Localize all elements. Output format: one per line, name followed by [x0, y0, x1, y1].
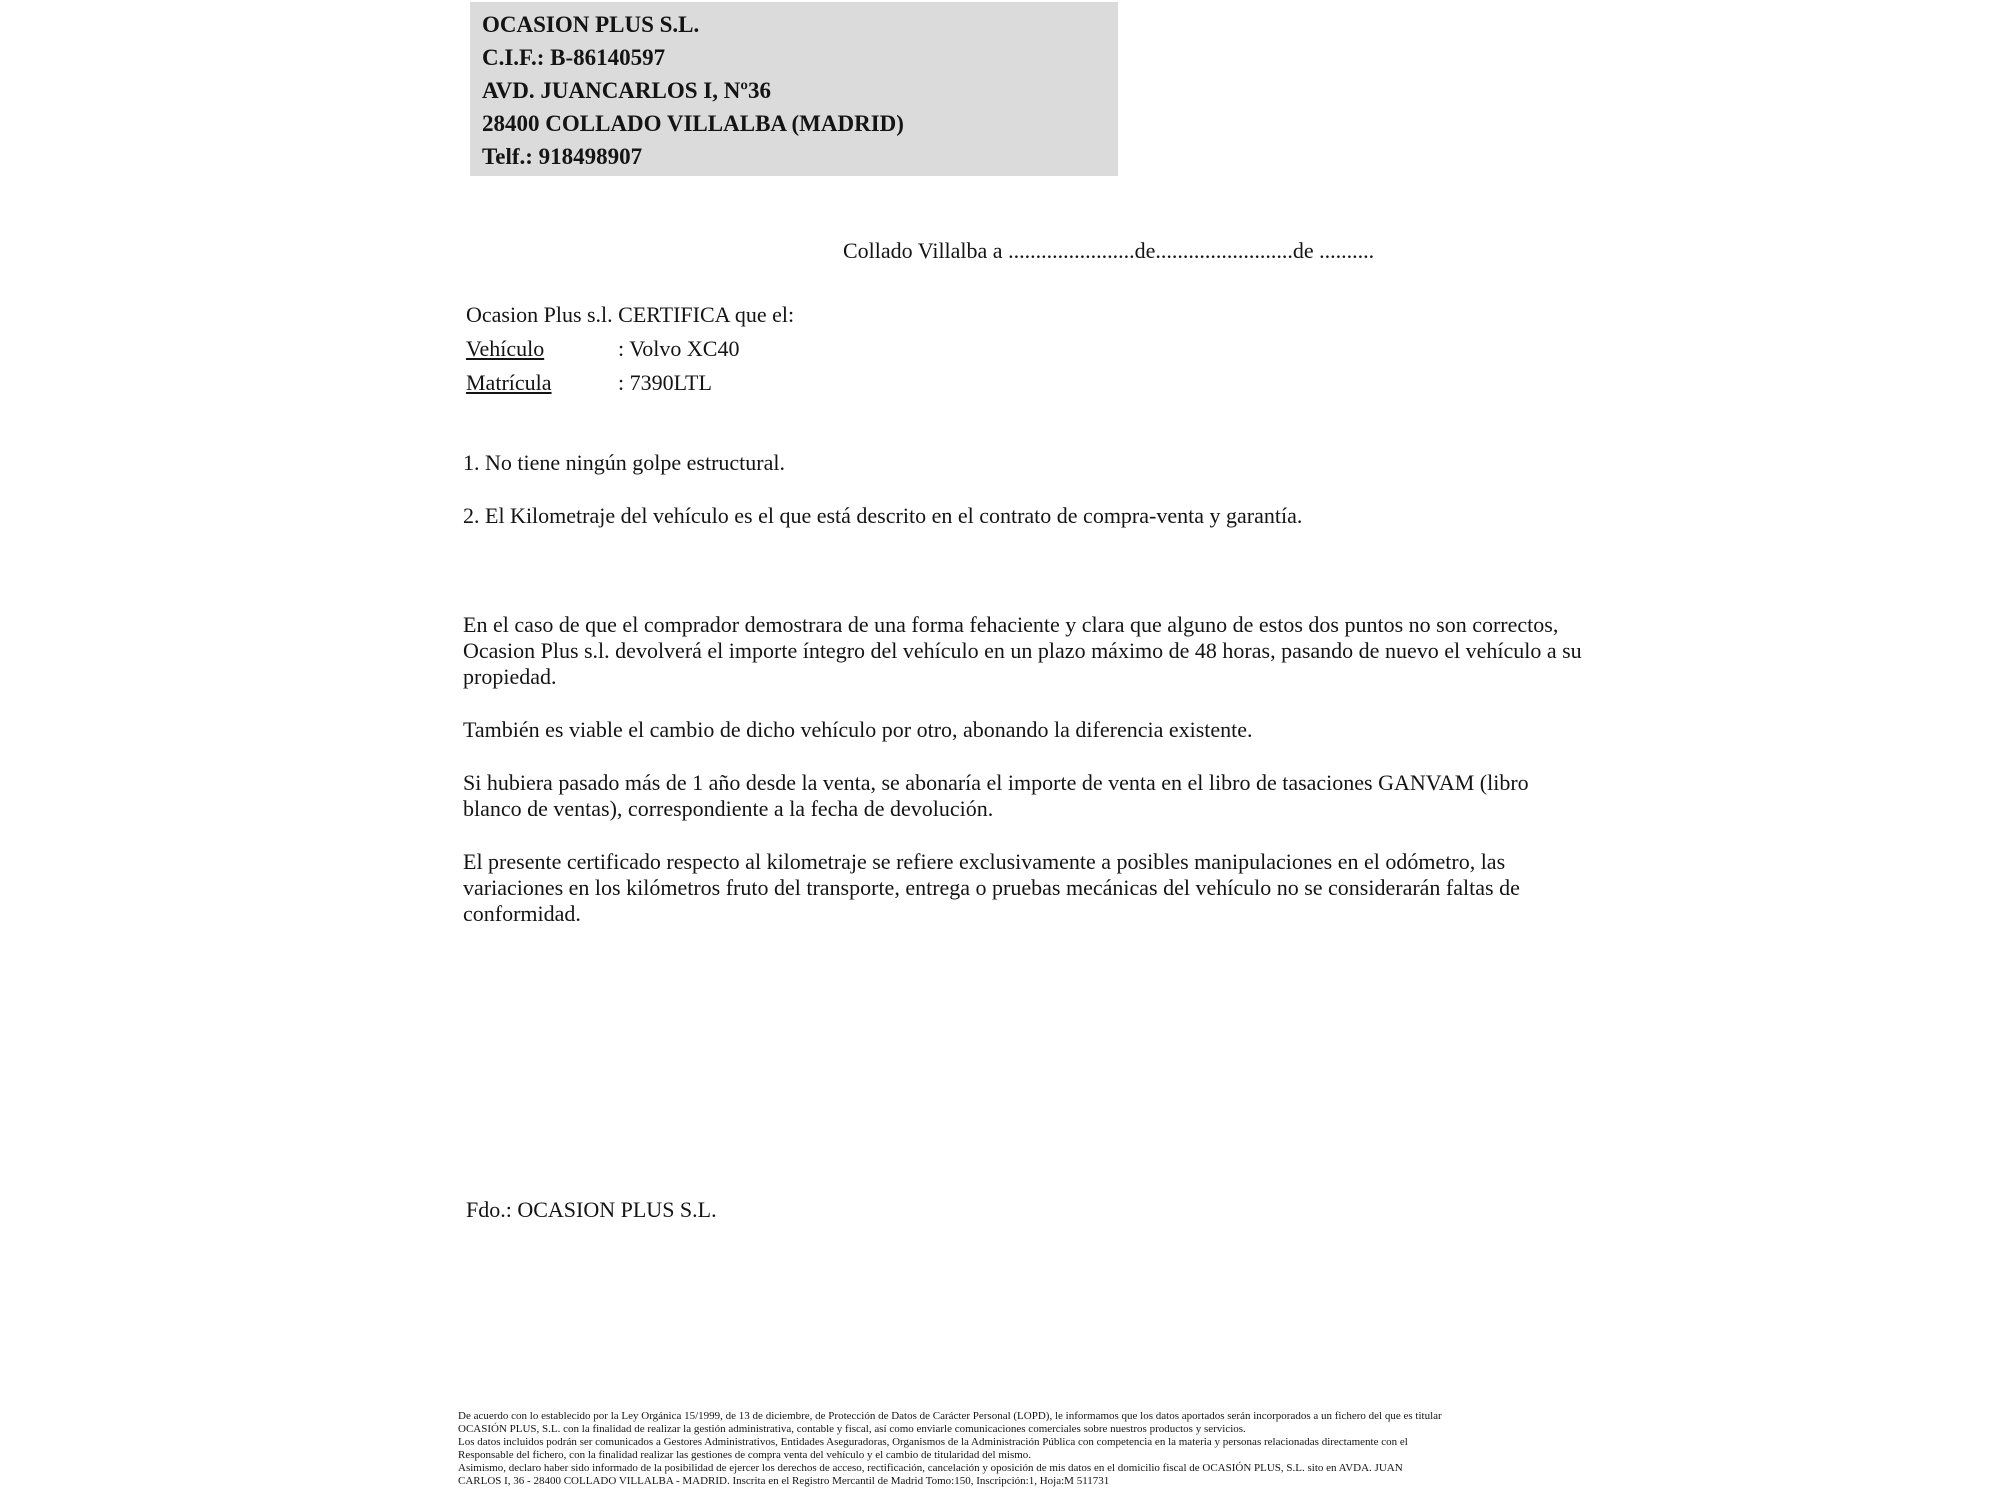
paragraph-refund: En el caso de que el comprador demostrara de una forma fehaciente y clara que alguno de estos dos puntos no son correctos, Ocasion Plus s.l. devolverá el importe íntegro del vehículo en un plazo máximo de 48 horas, pasando de nuevo el vehículo a su propiedad. — [463, 612, 1582, 689]
company-header-block — [470, 2, 1118, 176]
point-1: 1. No tiene ningún golpe estructural. — [463, 450, 785, 475]
company-cif: C.I.F.: B-86140597 — [482, 45, 666, 70]
point-2: 2. El Kilometraje del vehículo es el que está descrito en el contrato de compra-venta y garantía. — [463, 503, 1303, 528]
paragraph-odometer: El presente certificado respecto al kilometraje se refiere exclusivamente a posibles manipulaciones en el odómetro, las variaciones en los kilómetros fruto del transporte, entrega o pruebas mecánicas del vehículo no se considerarán faltas de conformidad. — [463, 849, 1520, 926]
paragraph-exchange: También es viable el cambio de dicho vehículo por otro, abonando la diferencia existente. — [463, 717, 1253, 742]
company-city: 28400 COLLADO VILLALBA (MADRID) — [482, 111, 904, 136]
company-phone: Telf.: 918498907 — [482, 144, 643, 169]
vehicle-value: : Volvo XC40 — [618, 336, 740, 361]
plate-label-box — [466, 366, 618, 400]
body-paragraphs — [463, 612, 1585, 954]
date-line: Collado Villalba a .......................de.........................de .......... — [843, 238, 1375, 263]
plate-value: : 7390LTL — [618, 370, 712, 395]
company-address: AVD. JUANCARLOS I, Nº36 — [482, 78, 771, 103]
footer-line: OCASIÓN PLUS, S.L. con la finalidad de realizar la gestión administrativa, contable y fiscal, así como enviarle comunicaciones comerciales sobre nuestros productos y servicios. — [458, 1423, 1246, 1435]
footer-line: Los datos incluidos podrán ser comunicados a Gestores Administrativos, Entidades Aseguradoras, Organismos de la Administración Pública con competencia en la materia y personas relacionadas directamente con el — [458, 1436, 1408, 1448]
footer-line: CARLOS I, 36 - 28400 COLLADO VILLALBA - MADRID. Inscrita en el Registro Mercantil de Madrid Tomo:150, Inscripción:1, Hoja:M 511731 — [458, 1475, 1110, 1487]
vehicle-label: Vehículo — [466, 336, 545, 361]
vehicle-row — [466, 332, 794, 366]
plate-row — [466, 366, 794, 400]
signature-line: Fdo.: OCASION PLUS S.L. — [466, 1197, 717, 1222]
legal-footer — [458, 1410, 1442, 1488]
plate-label: Matrícula — [466, 370, 552, 395]
paragraph-ganvam: Si hubiera pasado más de 1 año desde la venta, se abonaría el importe de venta en el libro de tasaciones GANVAM (libro blanco de ventas), correspondiente a la fecha de devolución. — [463, 770, 1529, 821]
footer-line: Asimismo, declaro haber sido informado de la posibilidad de ejercer los derechos de acceso, rectificación, cancelación y oposición de mis datos en el domicilio fiscal de OCASIÓN PLUS, S.L. sito en AVDA. JUAN — [458, 1462, 1403, 1474]
vehicle-label-box — [466, 332, 618, 366]
footer-line: De acuerdo con lo establecido por la Ley Orgánica 15/1999, de 13 de diciembre, de Protección de Datos de Carácter Personal (LOPD), le informamos que los datos aportados serán incorporados a un fichero del que es titular — [458, 1410, 1442, 1422]
company-name: OCASION PLUS S.L. — [482, 12, 700, 37]
certification-intro: Ocasion Plus s.l. CERTIFICA que el: — [466, 302, 795, 327]
footer-line: Responsable del fichero, con la finalidad realizar las gestiones de compra venta del vehículo y el cambio de titularidad del mismo. — [458, 1449, 1032, 1461]
certification-block — [466, 298, 794, 400]
